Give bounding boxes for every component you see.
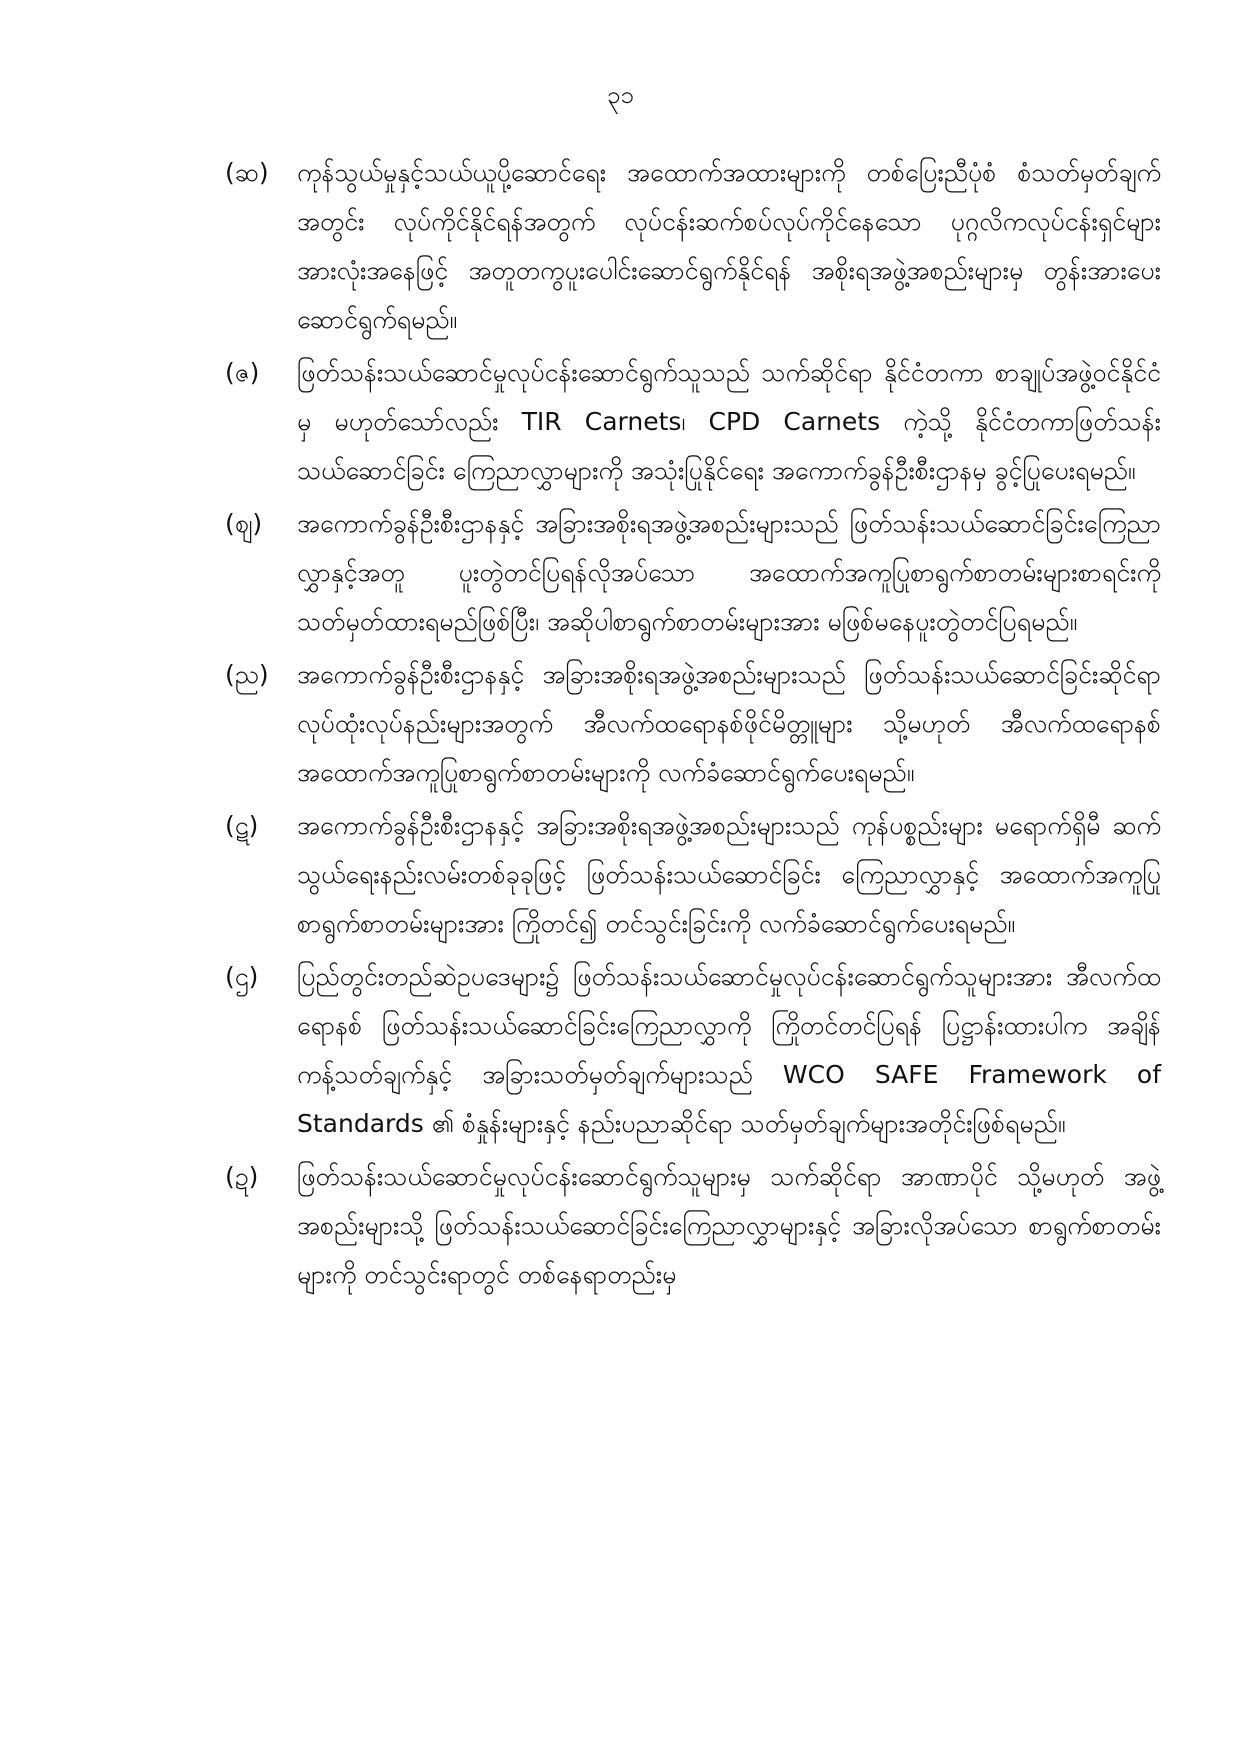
clause-item xyxy=(225,348,1161,495)
clause-text: ကုန်သွယ်မှုနှင့်သယ်ယူပို့ဆောင်ရေး အထောက်အထားများကို တစ်ပြေးညီပုံစံ စံသတ်မှတ်ချက်အတွင်း လုပ်ကိုင်နိုင်ရန်အတွက် လုပ်ငန်းဆက်စပ်လုပ်ကိုင်နေသော ပုဂ္ဂလိကလုပ်ငန်းရှင်များအားလုံးအနေဖြင့် အတူတကွပူးပေါင်းဆောင်ရွက်နိုင်ရန် အစိုးရအဖွဲ့အစည်းများမှ တွန်းအားပေးဆောင်ရွက်ရမည်။ xyxy=(297,158,1161,334)
clause-text: ပြည်တွင်းတည်ဆဲဥပဒေများ၌ ဖြတ်သန်းသယ်ဆောင်မှုလုပ်ငန်းဆောင်ရွက်သူများအား အီလက်ထရောနစ် ဖြတ်သန်းသယ်ဆောင်ခြင်းကြေညာလွှာကို ကြိုတင်တင်ပြရန် ပြဋ္ဌာန်းထားပါက အချိန်ကန့်သတ်ချက်နှင့် အခြားသတ်မှတ်ချက်များသည် WCO SAFE Framework of Standards ၏ စံနှုန်းများနှင့် နည်းပညာဆိုင်ရာ သတ်မှတ်ချက်များအတိုင်းဖြစ်ရမည်။ xyxy=(297,962,1161,1138)
clause-marker: (ဆ) xyxy=(225,158,269,187)
clause-item xyxy=(225,952,1161,1148)
clause-marker: (ည) xyxy=(225,660,269,689)
page-number: ၃၁ xyxy=(607,81,634,109)
clause-text: အကောက်ခွန်ဦးစီးဌာနနှင့် အခြားအစိုးရအဖွဲ့အစည်းများသည် ဖြတ်သန်းသယ်ဆောင်ခြင်းကြေညာလွှာနှင့်အတူ ပူးတွဲတင်ပြရန်လိုအပ်သော အထောက်အကူပြုစာရွက်စာတမ်းများစာရင်းကို သတ်မှတ်ထားရမည်ဖြစ်ပြီး၊ အဆိုပါစာရွက်စာတမ်းများအား မဖြစ်မနေပူးတွဲတင်ပြရမည်။ xyxy=(297,509,1161,636)
clause-item xyxy=(225,801,1161,948)
clause-text: ဖြတ်သန်းသယ်ဆောင်မှုလုပ်ငန်းဆောင်ရွက်သူသည် သက်ဆိုင်ရာ နိုင်ငံတကာ စာချုပ်အဖွဲ့ဝင်နိုင်ငံမှ မဟုတ်သော်လည်း TIR Carnets၊ CPD Carnets ကဲ့သို့ နိုင်ငံတကာဖြတ်သန်းသယ်ဆောင်ခြင်း ကြေညာလွှာများကို အသုံးပြုနိုင်ရေး အကောက်ခွန်ဦးစီးဌာနမှ ခွင့်ပြုပေးရမည်။ xyxy=(297,358,1161,485)
clause-list xyxy=(225,148,1161,1303)
clause-marker: (ဋ) xyxy=(225,811,259,840)
clause-item xyxy=(225,499,1161,646)
clause-marker: (ဇ) xyxy=(225,358,260,387)
clause-marker: (ဍ) xyxy=(225,1162,259,1191)
clause-item xyxy=(225,650,1161,797)
clause-text: အကောက်ခွန်ဦးစီးဌာနနှင့် အခြားအစိုးရအဖွဲ့အစည်းများသည် ဖြတ်သန်းသယ်ဆောင်ခြင်းဆိုင်ရာ လုပ်ထုံးလုပ်နည်းများအတွက် အီလက်ထရောနစ်ဖိုင်မိတ္တူများ သို့မဟုတ် အီလက်ထရောနစ်အထောက်အကူပြုစာရွက်စာတမ်းများကို လက်ခံဆောင်ရွက်ပေးရမည်။ xyxy=(297,660,1161,787)
clause-marker: (ဈ) xyxy=(225,509,263,538)
clause-item xyxy=(225,148,1161,344)
clause-marker: (ဌ) xyxy=(225,962,259,991)
clause-text: ဖြတ်သန်းသယ်ဆောင်မှုလုပ်ငန်းဆောင်ရွက်သူများမှ သက်ဆိုင်ရာ အာဏာပိုင် သို့မဟုတ် အဖွဲ့အစည်းများသို့ ဖြတ်သန်းသယ်ဆောင်ခြင်းကြေညာလွှာများနှင့် အခြားလိုအပ်သော စာရွက်စာတမ်းများကို တင်သွင်းရာတွင် တစ်နေရာတည်းမှ xyxy=(297,1162,1161,1289)
clause-item xyxy=(225,1152,1161,1299)
clause-text: အကောက်ခွန်ဦးစီးဌာနနှင့် အခြားအစိုးရအဖွဲ့အစည်းများသည် ကုန်ပစ္စည်းများ မရောက်ရှိမီ ဆက်သွယ်ရေးနည်းလမ်းတစ်ခုခုဖြင့် ဖြတ်သန်းသယ်ဆောင်ခြင်း ကြေညာလွှာနှင့် အထောက်အကူပြုစာရွက်စာတမ်းများအား ကြိုတင်၍ တင်သွင်းခြင်းကို လက်ခံဆောင်ရွက်ပေးရမည်။ xyxy=(297,811,1161,938)
